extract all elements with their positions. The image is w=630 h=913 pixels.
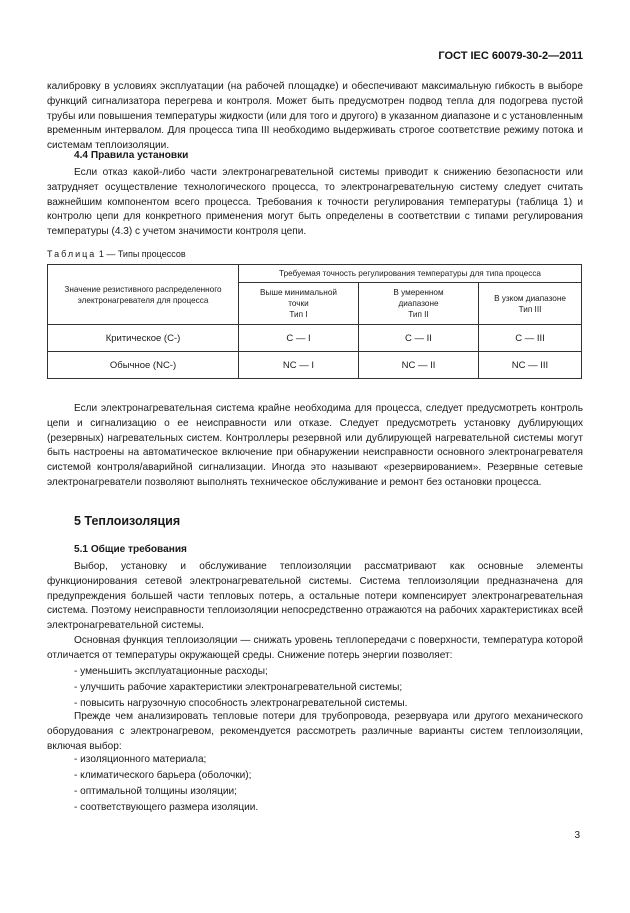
section-4-4-title: 4.4 Правила установки	[74, 150, 189, 161]
section-5-title: 5 Теплоизоляция	[74, 514, 181, 528]
list-item: - повысить нагрузочную способность электронагревательной системы.	[74, 697, 408, 709]
row-label-critical: Критическое (C-)	[48, 325, 239, 352]
list-item: - соответствующего размера изоляции.	[74, 801, 259, 813]
subheader-2-line2: диапазоне	[398, 299, 439, 308]
table-header-left-text: Значение резистивного распределенного электронагревателя для процесса	[64, 284, 222, 305]
table-row	[48, 325, 582, 352]
row-label-normal: Обычное (NC-)	[48, 352, 239, 379]
section-5-body	[47, 560, 583, 664]
list-item: - уменьшить эксплуатационные расходы;	[74, 666, 268, 677]
intro-paragraph-block	[47, 80, 583, 154]
after-table-paragraph: Если электронагревательная система крайне необходима для процесса, следует предусмотреть контроль цепи и сигнализацию о ее неисправности или отказе. Следует предусмотреть установку дублирующих (резервных) нагревательных систем. Контроллеры резервной или дублирующей нагревательной системы могут быть настроены на автоматическое включение при обнаружении неисправности основного электронагревателя системой контроля/аварийной сигнализации. Иногда это называют «резервированием». Резервные сетевые электронагреватели позволяют выполнять техническое обслуживание и ремонт без остановки процесса.	[47, 403, 583, 488]
table-cell: NC — II	[359, 352, 479, 379]
list-item: - климатического барьера (оболочки);	[74, 769, 252, 781]
selection-list	[74, 752, 258, 816]
page-number: 3	[574, 830, 580, 841]
table-subheader-type-2	[359, 283, 479, 325]
subheader-1-line2: точки	[288, 299, 309, 308]
subheader-1-line1: Выше минимальной	[260, 288, 337, 297]
section-5-paragraph-2: Основная функция теплоизоляции — снижать уровень теплопередачи с поверхности, температура которой отличается от температуры окружающей среды. Снижение потерь энергии позволяет:	[47, 634, 583, 661]
section-5-paragraph-1: Выбор, установку и обслуживание теплоизоляции рассматривают как основные элементы функционирования сетевой электронагревательной системы. Система теплоизоляции предназначена для предупреждения большей части тепловых потерь, а остальные потери компенсирует электронагревательная система. Поэтому неисправности теплоизоляции непосредственно отражаются на рабочих характеристиках всей электронагревательной системы.	[47, 561, 583, 632]
section-5-paragraph-3: Прежде чем анализировать тепловые потери для трубопровода, резервуара или другого механического оборудования с электронагревом, рекомендуется рассмотреть различные варианты систем теплоизоляции, включая выбор:	[47, 711, 583, 752]
table-cell: C — III	[479, 325, 582, 352]
table-cell: C — II	[359, 325, 479, 352]
table-cell: NC — I	[239, 352, 359, 379]
subheader-3-line1: В узком диапазоне	[494, 293, 566, 303]
table-row	[48, 352, 582, 379]
table-subheader-type-1	[239, 283, 359, 325]
section-4-4-paragraph: Если отказ какой-либо части электронагревательной системы приводит к снижению безопасности или затрудняет осуществление технологического процесса, то электронагревательную систему следует считать важнейшим компонентом всего процесса. Требования к точности регулирования температуры (таблица 1) и контролю цепи для конкретного применения могут быть определены в соответствии с типами регулирования температуры (4.3) с учетом значимости контроля цепи.	[47, 167, 583, 238]
section-4-4-body	[47, 166, 583, 240]
process-types-table	[47, 264, 582, 379]
table-cell: NC — III	[479, 352, 582, 379]
subheader-1-line3: Тип I	[289, 310, 308, 319]
table-caption-rest: 1 — Типы процессов	[98, 249, 186, 259]
table-cell: C — I	[239, 325, 359, 352]
table-caption-prefix: Таблица	[47, 249, 97, 259]
list-item: - изоляционного материала;	[74, 754, 207, 765]
section-5-body-2	[47, 710, 583, 754]
intro-paragraph: калибровку в условиях эксплуатации (на рабочей площадке) и обеспечивают максимальную гибкость в выборе функций сигнализатора перегрева и контроля. Может быть предусмотрен подвод тепла для подогрева пустой трубы или повышения температуры жидкости (или для того и другого) в указанном диапазоне и с установленным временным интервалом. Для процесса типа III необходимо выдерживать строгое соответствие режиму потока и системам теплоизоляции.	[47, 81, 583, 152]
table-header-group: Требуемая точность регулирования температуры для типа процесса	[239, 265, 582, 283]
table-header-left	[48, 265, 239, 325]
table-subheader-type-3	[479, 283, 582, 325]
list-item: - оптимальной толщины изоляции;	[74, 785, 237, 797]
benefits-list	[74, 664, 407, 712]
subheader-2-line3: Тип II	[408, 310, 429, 319]
section-5-1-title: 5.1 Общие требования	[74, 544, 187, 555]
subheader-3-line2: Тип III	[518, 304, 542, 314]
standard-header: ГОСТ IEC 60079-30-2—2011	[438, 50, 583, 62]
table-caption	[47, 249, 186, 259]
list-item: - улучшить рабочие характеристики электронагревательной системы;	[74, 681, 403, 693]
subheader-2-line1: В умеренном	[393, 288, 444, 297]
after-table-body	[47, 402, 583, 491]
